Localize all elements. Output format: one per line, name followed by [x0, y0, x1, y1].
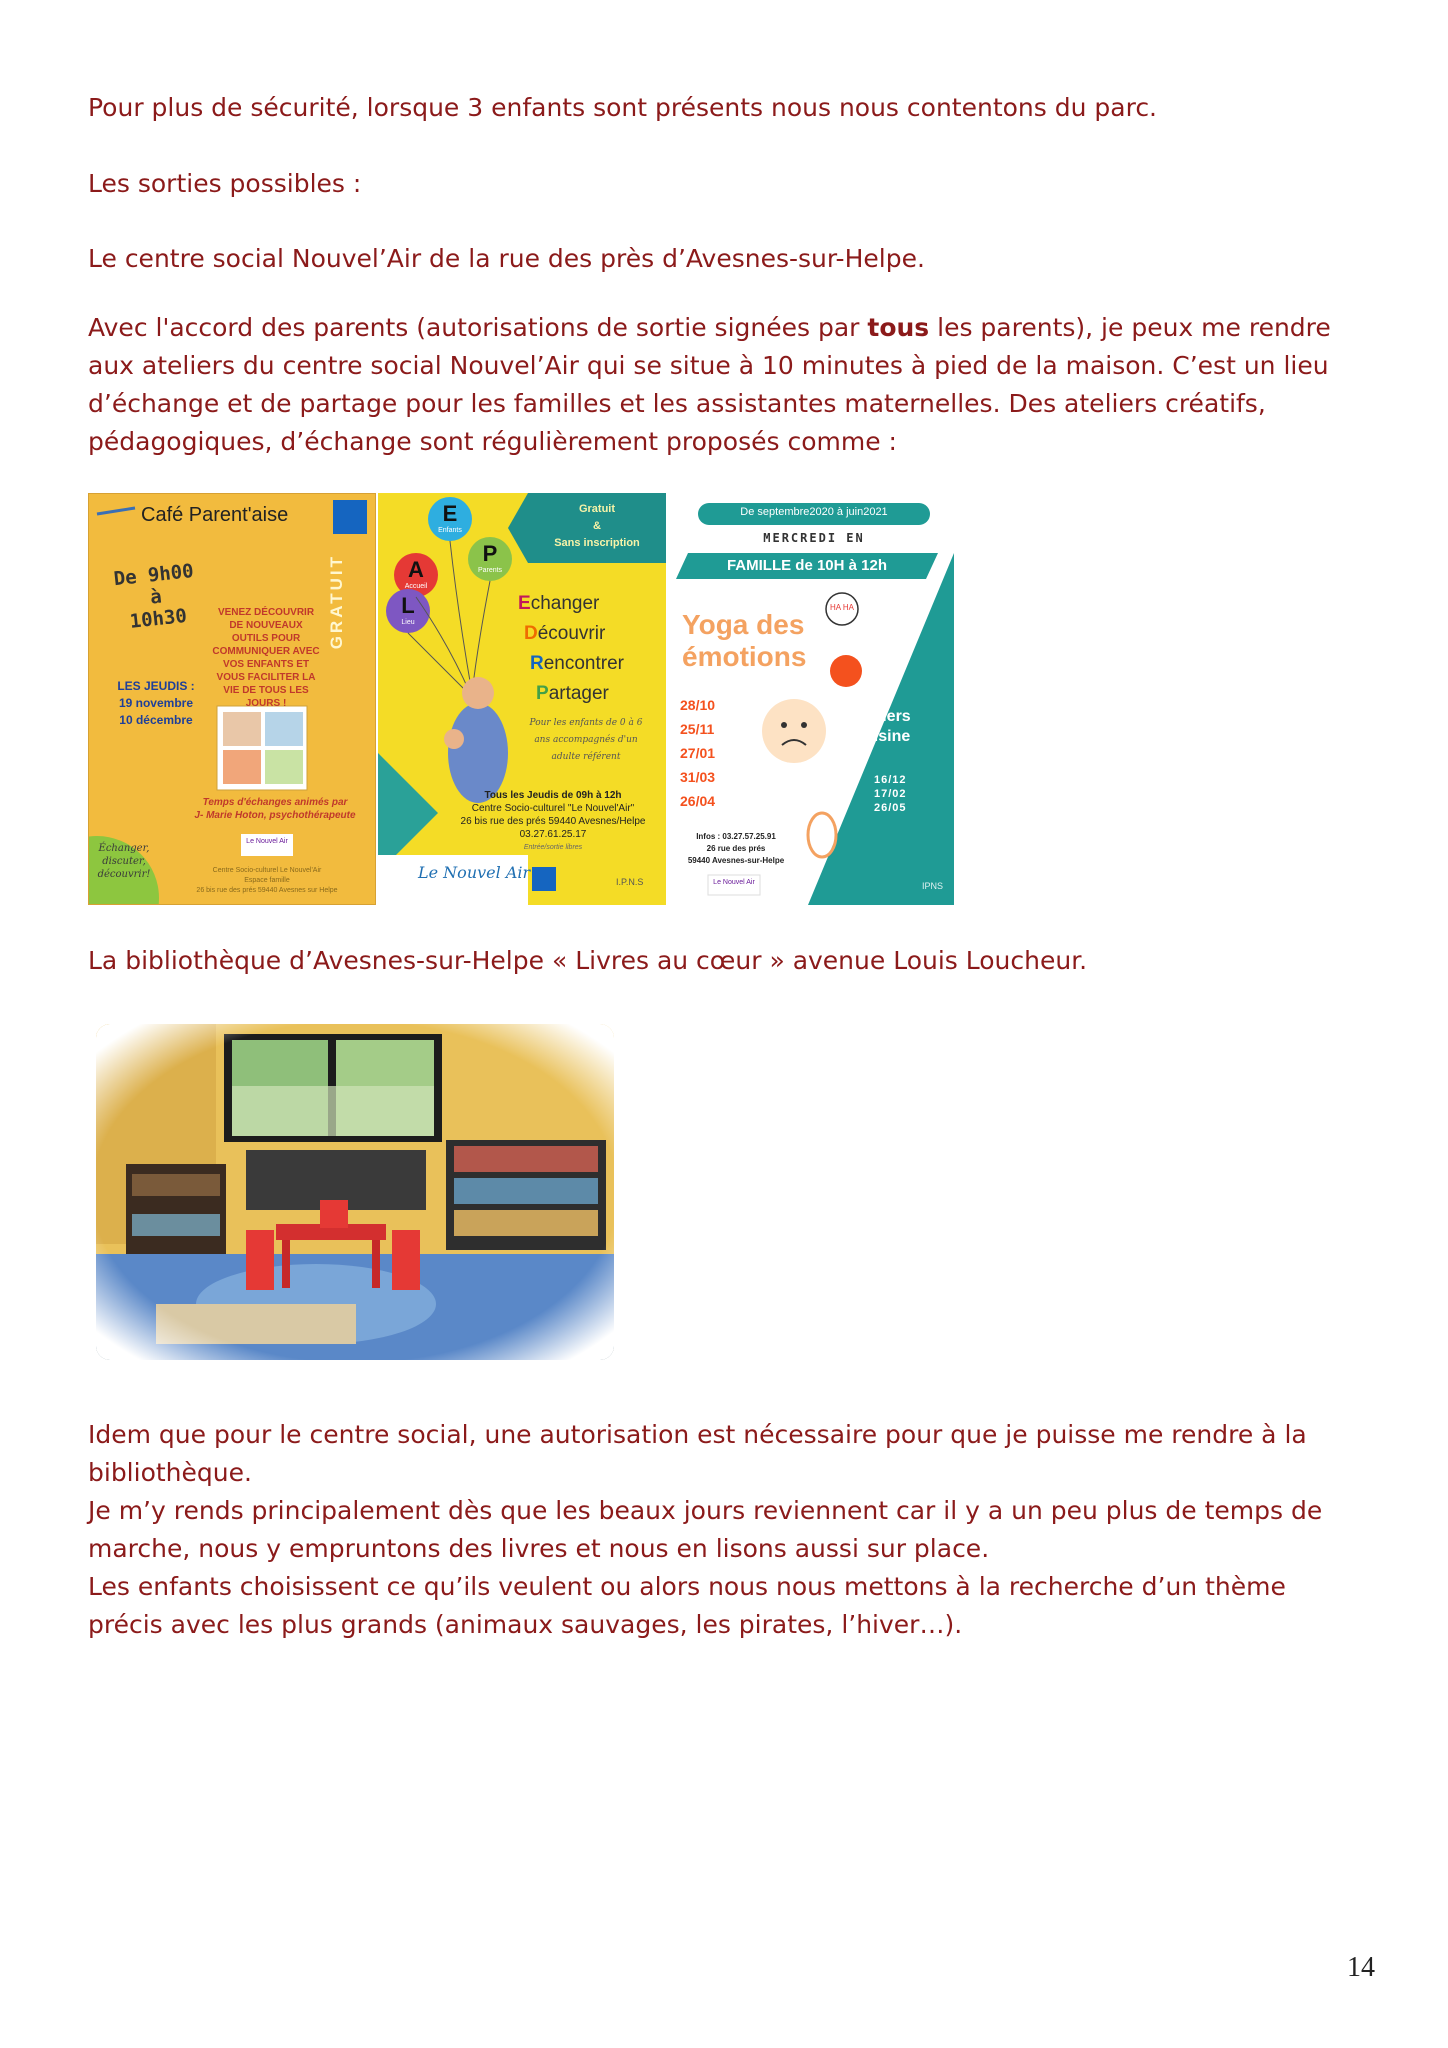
poster1-footer2: Espace famille: [244, 877, 290, 884]
word-decouvrir: [524, 619, 624, 649]
balloon-l-letter: L: [401, 593, 415, 618]
word-rencontrer: [530, 649, 624, 679]
poster3-cdate1: 16/12: [874, 774, 907, 786]
poster1-animator-line2: J- Marie Hoton, psychothérapeute: [194, 810, 356, 821]
balloon-l-label: Lieu: [401, 619, 415, 626]
poster3-cdate3: 26/05: [874, 802, 907, 814]
poster-cafe-parentaise: [88, 493, 376, 905]
poster-yoga-emotions: [668, 493, 954, 905]
poster3-date3: 27/01: [680, 745, 716, 761]
poster-laep: [378, 493, 666, 905]
balloon-e-letter: E: [442, 501, 458, 526]
poster3-addr2: 59440 Avesnes-sur-Helpe: [687, 856, 785, 865]
word-partager-rest: artager: [548, 683, 609, 704]
poster3-ateliers: [852, 707, 911, 747]
avesnes-logo-shape: [97, 508, 135, 514]
word-partager-initial: P: [536, 683, 549, 704]
poster3-date5: 26/04: [680, 793, 716, 809]
poster2-ipns: I.P.N.S: [616, 877, 644, 887]
poster1-dates: [101, 678, 211, 729]
poster3-cdate2: 17/02: [874, 788, 907, 800]
poster3-cuisine-line: Cuisine: [852, 728, 911, 745]
poster1-animator: [185, 796, 365, 822]
posters-strip: [88, 493, 954, 905]
poster3-addr1: 26 rue des prés: [706, 844, 766, 853]
word-rencontrer-initial: R: [530, 653, 544, 674]
poster3-ateliers-line: Ateliers: [852, 708, 911, 725]
workshops-text-b: les parents), je peux me rendre aux ateliers du centre social Nouvel’Air qui se situe à 10 minutes à pied de la maison. C’est un lieu d’échange et de partage pour les familles et les assistantes maternelles. Des ateliers créatifs, pédagogiques, d’échange sont régulièrement proposés comme :: [88, 313, 1331, 456]
poster1-logo-text: Le Nouvel Air: [246, 838, 288, 845]
library-photo: [96, 1024, 614, 1360]
poster1-days-label: LES JEUDIS :: [117, 679, 195, 693]
word-echanger: [518, 589, 624, 619]
poster3-infos: [680, 831, 792, 867]
poster2-addr2: 26 bis rue des prés 59440 Avesnes/Helpe: [460, 816, 646, 827]
paragraph-authorization: Idem que pour le centre social, une autorisation est nécessaire pour que je puisse me rendre à la bibliothèque.: [88, 1420, 1307, 1487]
poster3-date1: 28/10: [680, 697, 716, 713]
page-number: 14: [1347, 1952, 1375, 1983]
poster2-note: Pour les enfants de 0 à 6 ans accompagnés d'un adulte référent: [529, 718, 643, 762]
caf-logo-shape-2: [532, 867, 556, 891]
balloon-a-letter: A: [408, 557, 424, 582]
poster2-phone: 03.27.61.25.17: [519, 829, 587, 840]
poster1-time-start: De 9h00: [112, 559, 195, 591]
poster3-cuisine-dates: [874, 773, 907, 815]
poster1-circle-text: Échanger, discuter, découvrir!: [97, 843, 151, 880]
balloon-e-label: Enfants: [438, 527, 462, 534]
poster1-animator-line1: Temps d'échanges animés par: [202, 797, 348, 808]
poster1-day1: 19 novembre: [118, 696, 194, 710]
angry-face-shape: [830, 655, 862, 687]
workshops-text-bold: tous: [867, 313, 930, 342]
word-rencontrer-rest: encontrer: [543, 653, 625, 674]
poster3-dates: De septembre2020 à juin2021: [740, 506, 888, 518]
sad-face-shape: [762, 699, 826, 763]
word-decouvrir-rest: écouvrir: [537, 623, 606, 644]
poster3-yoga-line1: Yoga des: [682, 609, 805, 640]
poster2-banner3: Sans inscription: [554, 537, 640, 549]
poster2-words: [518, 589, 624, 709]
poster1-time: [98, 558, 214, 635]
word-echanger-initial: E: [518, 593, 531, 614]
paragraph-workshops: [88, 309, 1368, 461]
caf-logo-shape: [333, 500, 367, 534]
poster1-footer1: Centre Socio-culturel Le Nouvel'Air: [212, 867, 322, 874]
poster3-infos-phone: Infos : 03.27.57.25.91: [696, 832, 776, 841]
poster2-details: [448, 789, 658, 854]
poster3-haha: HA HA: [829, 603, 854, 612]
word-decouvrir-initial: D: [524, 623, 538, 644]
poster2-free: Entrée/sortie libres: [523, 844, 583, 851]
poster3-logo: Le Nouvel Air: [713, 879, 755, 886]
balloon-p-label: Parents: [477, 567, 503, 574]
balloon-a-label: Accueil: [404, 583, 428, 590]
poster3-date2: 25/11: [680, 721, 715, 737]
poster1-pitch: VENEZ DÉCOUVRIR DE NOUVEAUX OUTILS POUR COMMUNIQUER AVEC VOS ENFANTS ET VOUS FACILITER LA VIE DE TOUS LES JOURS !: [212, 607, 320, 709]
library-room-illustration: [96, 1024, 614, 1360]
poster1-footer3: 26 bis rue des prés 59440 Avesnes sur Helpe: [196, 887, 338, 894]
poster1-time-to: à: [149, 585, 163, 609]
paragraph-visits: Je m’y rends principalement dès que les beaux jours reviennent car il y a un peu plus de temps de marche, nous y empruntons des livres et nous en lisons aussi sur place.: [88, 1496, 1323, 1563]
balloon-p-letter: P: [482, 541, 498, 566]
poster1-day2: 10 décembre: [119, 713, 193, 727]
paragraph-choices: Les enfants choisissent ce qu’ils veulent ou alors nous nous mettons à la recherche d’un thème précis avec les plus grands (animaux sauvages, les pirates, l’hiver…).: [88, 1572, 1286, 1639]
poster2-banner: [528, 501, 666, 552]
poster1-footer: [159, 866, 375, 896]
poster3-mercredi: MERCREDI EN: [763, 531, 865, 545]
poster1-time-end: 10h30: [128, 604, 188, 633]
poster1-title: Café Parent'aise: [141, 504, 289, 526]
family-figure-shape: [448, 703, 508, 803]
workshops-text-a: Avec l'accord des parents (autorisations de sortie signées par: [88, 313, 868, 342]
poster3-date4: 31/03: [680, 769, 716, 785]
poster2-when: Tous les Jeudis de 09h à 12h: [484, 790, 622, 801]
poster3-yoga-title: [682, 609, 806, 673]
word-partager: [536, 679, 624, 709]
poster3-ipns: IPNS: [922, 881, 944, 891]
paragraph-outings-heading: Les sorties possibles :: [88, 169, 362, 198]
paragraph-library: La bibliothèque d’Avesnes-sur-Helpe « Livres au cœur » avenue Louis Loucheur.: [88, 946, 1088, 975]
poster3-yoga-line2: émotions: [682, 641, 807, 672]
poster2-banner1: Gratuit: [578, 503, 616, 515]
poster1-free-label: GRATUIT: [327, 554, 346, 650]
word-echanger-rest: changer: [530, 593, 600, 614]
poster3-famille: FAMILLE de 10H à 12h: [726, 557, 888, 574]
paragraph-park-safety: Pour plus de sécurité, lorsque 3 enfants sont présents nous nous contentons du parc.: [88, 93, 1158, 122]
poster2-banner2: &: [593, 520, 601, 532]
paragraph-social-center: Le centre social Nouvel’Air de la rue des près d’Avesnes-sur-Helpe.: [88, 244, 925, 273]
poster3-yoga-dates: [680, 693, 715, 813]
poster2-logo: Le Nouvel Air: [418, 863, 531, 882]
poster2-addr1: Centre Socio-culturel "Le Nouvel'Air": [471, 803, 635, 814]
